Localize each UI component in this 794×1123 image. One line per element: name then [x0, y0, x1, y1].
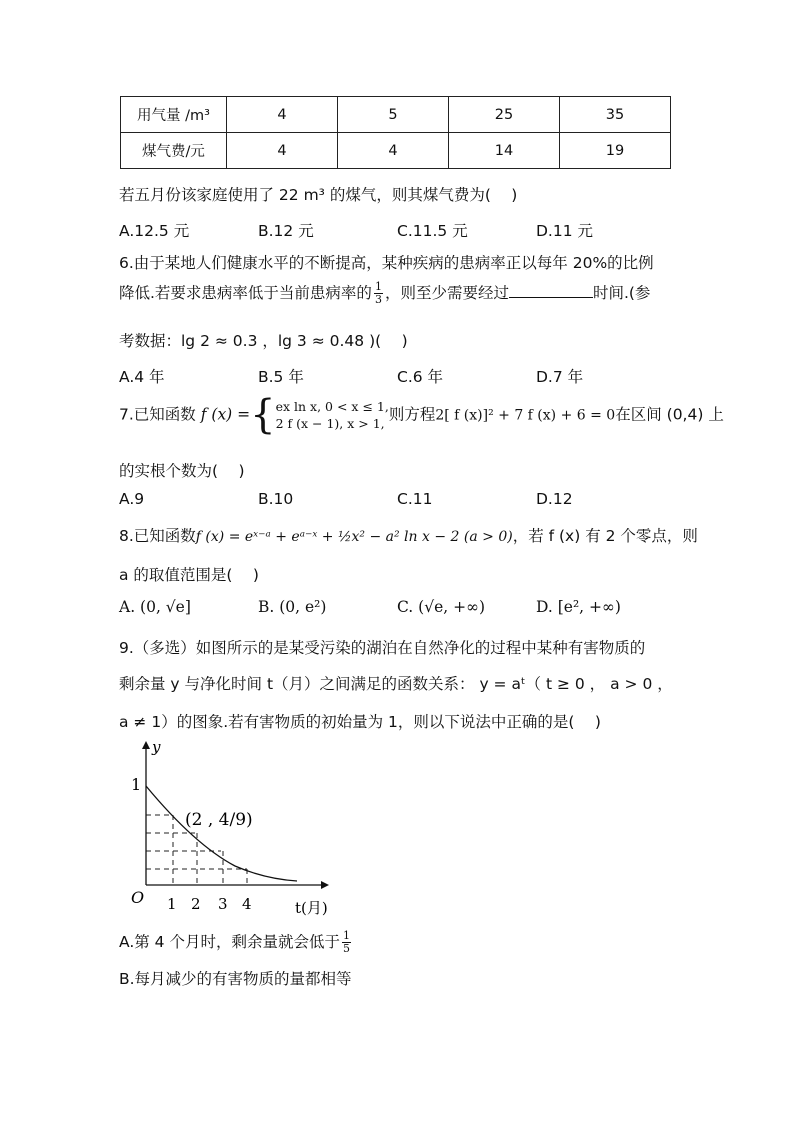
q8-option-c: C. (√e, +∞)	[397, 598, 486, 616]
table-row	[121, 133, 671, 169]
q9-line2: 剩余量 y 与净化时间 t（月）之间满足的函数关系： y = aᵗ（ t ≥ 0 ， a > 0 ，	[119, 675, 673, 693]
q9-frac-num: 1	[342, 929, 350, 942]
q8-line1	[119, 524, 698, 546]
q8-option-d: D. [e², +∞)	[536, 598, 621, 616]
q5-option-a: A.12.5 元	[119, 222, 190, 240]
q6-text-c: 时间.(参	[592, 284, 651, 302]
table-cell: 4	[338, 133, 449, 169]
brace-glyph: {	[250, 392, 276, 438]
x-tick-label: 3	[218, 895, 228, 913]
q8-option-b: B. (0, e²)	[258, 598, 327, 616]
q7-mid: 则方程	[388, 405, 436, 424]
q6-fraction	[374, 281, 383, 306]
q7-fx: f (x) =	[200, 405, 251, 424]
q9-option-b: B.每月减少的有害物质的量都相等	[119, 970, 352, 988]
table-cell: 14	[449, 133, 560, 169]
q5-option-b: B.12 元	[258, 222, 314, 240]
answer-blank	[509, 283, 593, 298]
q7-piecewise	[276, 398, 389, 432]
q7-option-c: C.11	[397, 490, 433, 508]
x-tick-label: 2	[191, 895, 201, 913]
q6-text-b: ，则至少需要经过	[384, 284, 509, 302]
q6-frac-den: 3	[374, 293, 382, 306]
q7-piece2: 2 f (x − 1), x > 1,	[275, 416, 385, 431]
q7-option-d: D.12	[536, 490, 573, 508]
q6-line2	[119, 281, 650, 306]
table-cell: 4	[227, 133, 338, 169]
q6-line1: 6.由于某地人们健康水平的不断提高，某种疾病的患病率正以每年 20%的比例	[119, 254, 654, 272]
q6-option-c: C.6 年	[397, 368, 444, 386]
q7-option-a: A.9	[119, 490, 145, 508]
q6-option-a: A.4 年	[119, 368, 165, 386]
q8-line2: a 的取值范围是( )	[119, 566, 259, 584]
q9-frac-den: 5	[342, 942, 350, 955]
table-row-label: 用气量 /m³	[121, 97, 227, 133]
x-tick-label: 4	[242, 895, 252, 913]
table-cell: 35	[560, 97, 671, 133]
q5-option-c: C.11.5 元	[397, 222, 468, 240]
q8-prefix: 8.已知函数	[119, 527, 196, 545]
q8-suffix: ，若 f (x) 有 2 个零点，则	[512, 527, 698, 545]
x-axis-label: t(月)	[295, 899, 328, 917]
q7-suffix: 在区间 (0,4) 上	[615, 405, 724, 424]
decay-graph	[125, 733, 345, 918]
y-tick-label: 1	[131, 775, 142, 794]
q9-option-a-text: A.第 4 个月时，剩余量就会低于	[119, 933, 340, 951]
table-cell: 4	[227, 97, 338, 133]
q7-line1	[119, 392, 724, 438]
q7-option-b: B.10	[258, 490, 294, 508]
q6-option-d: D.7 年	[536, 368, 584, 386]
q9-line3: a ≠ 1）的图象.若有害物质的初始量为 1，则以下说法中正确的是( )	[119, 713, 601, 731]
q6-text-a: 降低.若要求患病率低于当前患病率的	[119, 284, 372, 302]
q9-line1: 9.（多选）如图所示的是某受污染的湖泊在自然净化的过程中某种有害物质的	[119, 639, 646, 657]
q7-line2: 的实根个数为( )	[119, 462, 245, 480]
table-row-label: 煤气费/元	[121, 133, 227, 169]
q6-line3: 考数据：lg 2 ≈ 0.3 ，lg 3 ≈ 0.48 )( )	[119, 332, 408, 350]
q7-equation: 2[ f (x)]² + 7 f (x) + 6 = 0	[435, 407, 616, 424]
table-cell: 19	[560, 133, 671, 169]
y-axis-arrow-icon	[142, 741, 150, 749]
x-tick-label: 1	[167, 895, 177, 913]
q8-option-a: A. (0, √e]	[119, 598, 191, 616]
gas-usage-table	[120, 96, 671, 169]
q5-stem: 若五月份该家庭使用了 22 m³ 的煤气，则其煤气费为( )	[119, 186, 518, 204]
table-cell: 25	[449, 97, 560, 133]
table-cell: 5	[338, 97, 449, 133]
table-row	[121, 97, 671, 133]
q7-prefix: 7.已知函数	[119, 405, 196, 424]
q9-option-a	[119, 930, 353, 955]
q5-option-d: D.11 元	[536, 222, 594, 240]
q7-piece1: ex ln x, 0 < x ≤ 1,	[275, 399, 389, 414]
q9-fraction	[342, 930, 351, 955]
y-axis-label: y	[152, 738, 161, 756]
q8-function: f (x) = eˣ⁻ᵃ + eᵃ⁻ˣ + ½x² − a² ln x − 2 (a > 0)	[195, 529, 513, 545]
point-label: (2 , 4/9)	[185, 810, 253, 830]
q6-option-b: B.5 年	[258, 368, 304, 386]
origin-label: O	[131, 888, 145, 907]
q6-frac-num: 1	[374, 280, 382, 293]
x-axis-arrow-icon	[321, 881, 329, 889]
